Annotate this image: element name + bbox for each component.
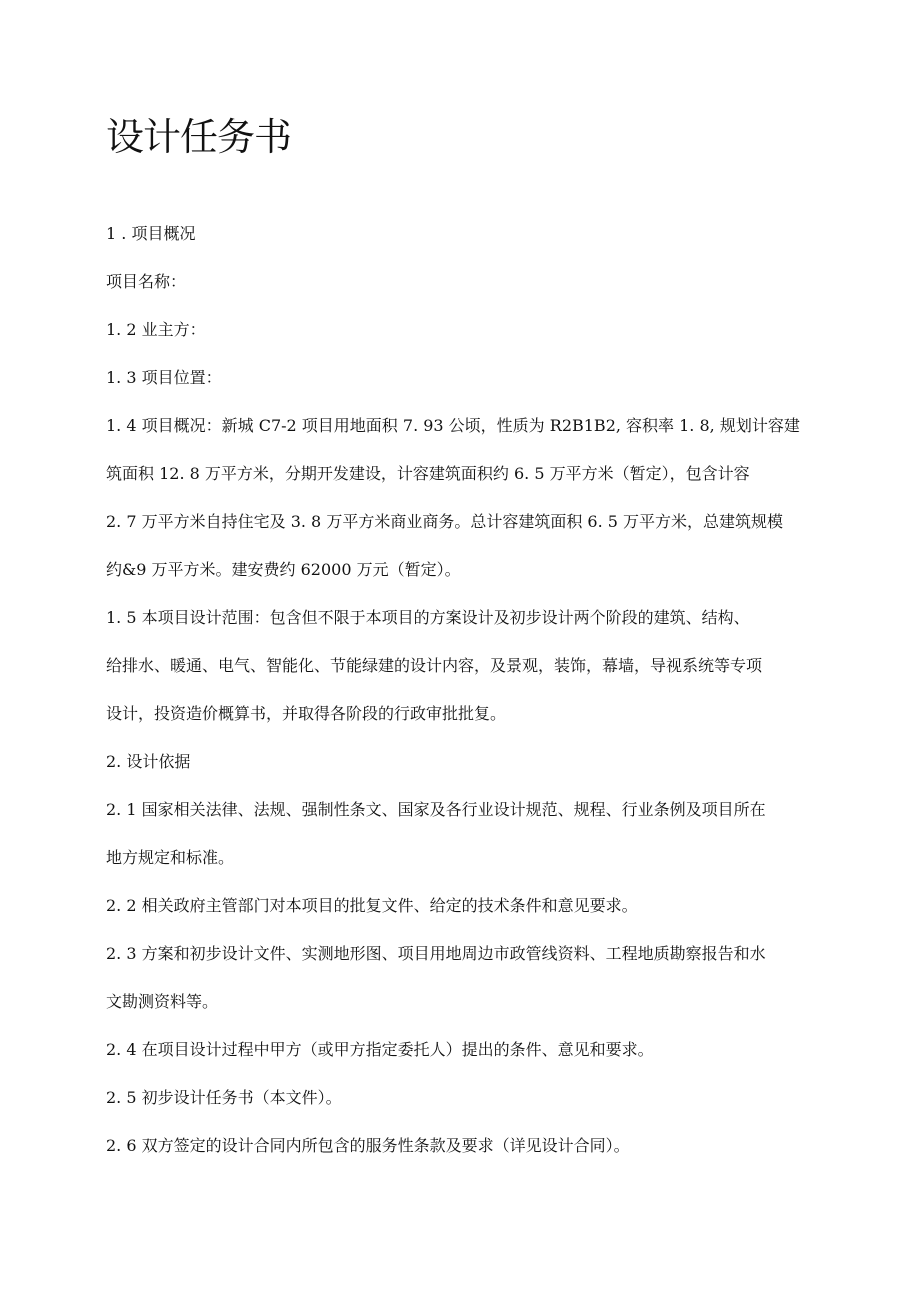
paragraph-line: 1. 5 本项目设计范围：包含但不限于本项目的方案设计及初步设计两个阶段的建筑、结构、 — [106, 608, 750, 627]
paragraph-line: 设计，投资造价概算书，并取得各阶段的行政审批批复。 — [106, 704, 507, 723]
paragraph-line: 地方规定和标准。 — [106, 848, 235, 867]
section-heading-design-basis: 2. 设计依据 — [106, 752, 191, 771]
paragraph-line: 2. 7 万平方米自持住宅及 3. 8 万平方米商业商务。总计容建筑面积 6. 5 万平方米，总建筑规模 — [106, 512, 784, 531]
paragraph-line: 约&9 万平方米。建安费约 62000 万元（暂定）。 — [106, 560, 461, 579]
paragraph-line: 筑面积 12. 8 万平方米，分期开发建设，计容建筑面积约 6. 5 万平方米（暂定），包含计容 — [106, 464, 750, 483]
paragraph-line: 文勘测资料等。 — [106, 992, 219, 1011]
paragraph-line: 1. 3 项目位置： — [106, 368, 222, 387]
paragraph-line: 2. 1 国家相关法律、法规、强制性条文、国家及各行业设计规范、规程、行业条例及项目所在 — [106, 800, 766, 819]
document-body — [106, 210, 816, 1170]
paragraph-line: 给排水、暖通、电气、智能化、节能绿建的设计内容，及景观，装饰，幕墙，导视系统等专项 — [106, 656, 763, 675]
paragraph-line: 1. 2 业主方： — [106, 320, 206, 339]
section-heading-project-overview: 1 . 项目概况 — [106, 224, 196, 243]
paragraph-line: 2. 6 双方签定的设计合同内所包含的服务性条款及要求（详见设计合同）。 — [106, 1136, 630, 1155]
paragraph-line: 1. 4 项目概况：新城 C7-2 项目用地面积 7. 93 公顷，性质为 R2B1B2, 容积率 1. 8, 规划计容建 — [106, 416, 800, 435]
document-title: 设计任务书 — [106, 115, 292, 159]
paragraph-line: 2. 3 方案和初步设计文件、实测地形图、项目用地周边市政管线资料、工程地质勘察报告和水 — [106, 944, 766, 963]
paragraph-line: 2. 4 在项目设计过程中甲方（或甲方指定委托人）提出的条件、意见和要求。 — [106, 1040, 654, 1059]
paragraph-line: 2. 5 初步设计任务书（本文件）。 — [106, 1088, 342, 1107]
paragraph-line: 2. 2 相关政府主管部门对本项目的批复文件、给定的技术条件和意见要求。 — [106, 896, 638, 915]
paragraph-line: 项目名称： — [106, 272, 187, 291]
